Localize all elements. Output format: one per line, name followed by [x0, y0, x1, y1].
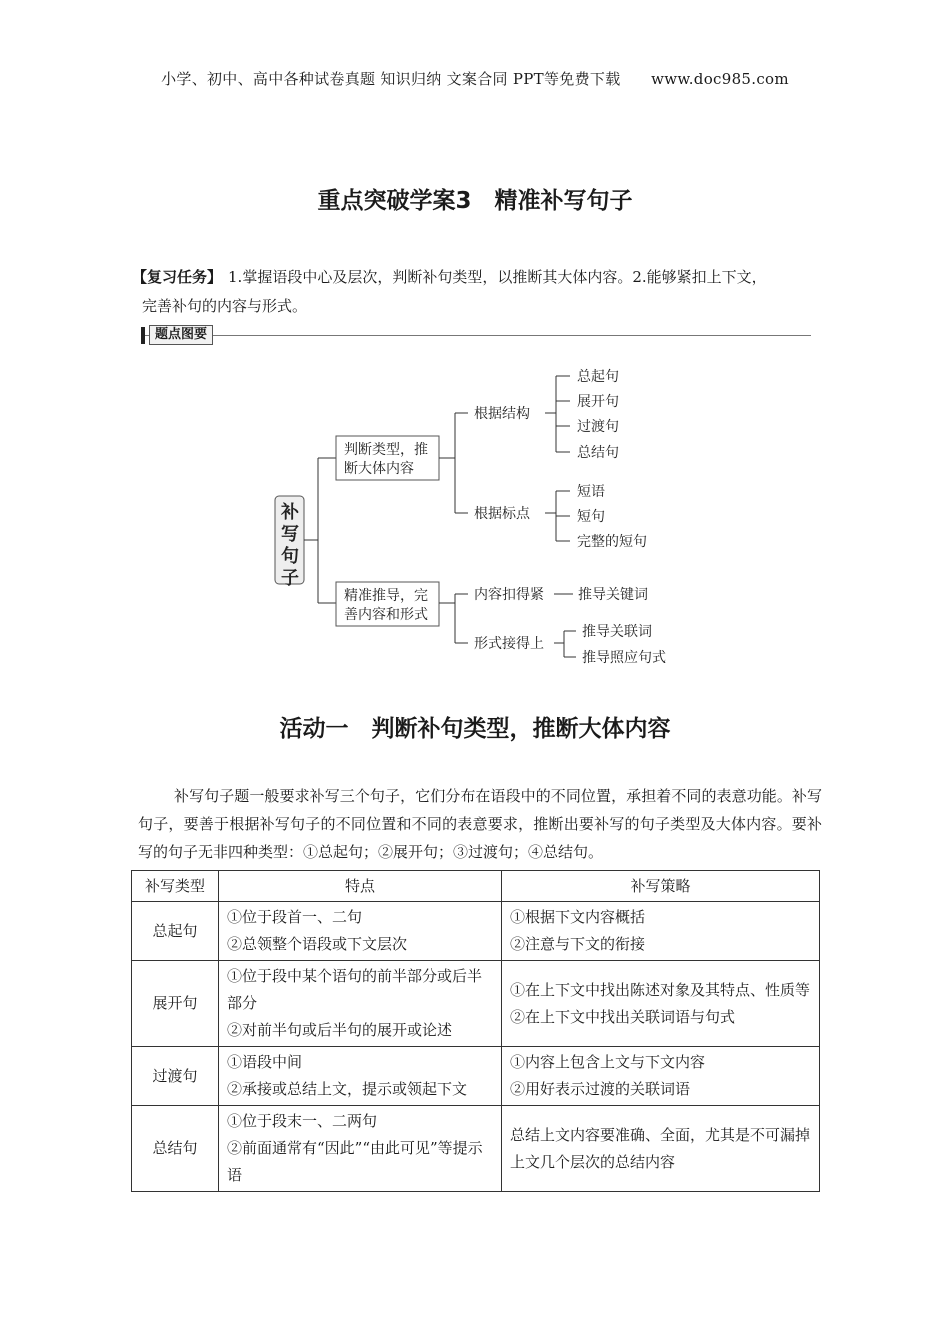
item-connectives: 推导关联词 — [582, 624, 652, 640]
strategy-line: ①内容上包含上文与下文内容 — [510, 1053, 706, 1071]
feature-line: ②总领整个语段或下文层次 — [227, 935, 408, 953]
activity-title: 活动一 判断补句类型，推断大体内容 — [279, 716, 671, 742]
strategy-table — [131, 870, 820, 1192]
section-mark — [141, 327, 145, 344]
item-short-sentence: 短句 — [577, 509, 605, 525]
cell-strategy — [502, 1047, 820, 1106]
strategy-line: ②注意与下文的衔接 — [510, 935, 646, 953]
branch2-line2: 善内容和形式 — [344, 607, 428, 623]
cell-strategy — [502, 1106, 820, 1192]
cell-features — [219, 902, 502, 961]
item-complete-sentence: 完整的短句 — [577, 534, 647, 550]
sub-structure: 根据结构 — [474, 406, 530, 422]
cell-features — [219, 1106, 502, 1192]
branch1-line2: 断大体内容 — [344, 461, 414, 477]
section-tag: 题点图要 — [149, 325, 213, 345]
review-task-line1: 1.掌握语段中心及层次，判断补句类型，以推断其大体内容。2.能够紧扣上下文， — [228, 268, 767, 286]
cell-type: 过渡句 — [132, 1047, 219, 1106]
section-bar — [141, 325, 811, 345]
review-task-line2: 完善补句的内容与形式。 — [142, 297, 308, 315]
strategy-line: ②在上下文中找出关联词语与句式 — [510, 1007, 736, 1026]
feature-line: ②前面通常有“因此”“由此可见”等提示语 — [227, 1139, 483, 1184]
strategy-line: ②用好表示过渡的关联词语 — [510, 1080, 691, 1098]
cell-strategy — [502, 961, 820, 1047]
root-char-3: 句 — [281, 546, 299, 567]
table-row — [132, 961, 820, 1047]
branch1-line1: 判断类型，推 — [344, 442, 428, 458]
header-type: 补写类型 — [132, 871, 219, 902]
mind-map — [260, 360, 700, 675]
strategy-line: ①根据下文内容概括 — [510, 908, 646, 926]
feature-line: ②承接或总结上文，提示或领起下文 — [227, 1080, 468, 1098]
branch2-line1: 精准推导，完 — [344, 588, 428, 604]
feature-line: ①语段中间 — [227, 1053, 303, 1071]
cell-type: 总起句 — [132, 902, 219, 961]
feature-line: ②对前半句或后半句的展开或论述 — [227, 1021, 453, 1039]
cell-type: 展开句 — [132, 961, 219, 1047]
feature-line: ①位于段中某个语句的前半部分或后半部分 — [227, 967, 483, 1012]
cell-features — [219, 1047, 502, 1106]
cell-strategy — [502, 902, 820, 961]
review-task — [132, 263, 828, 321]
root-char-4: 子 — [281, 568, 299, 589]
sub-punctuation: 根据标点 — [474, 506, 530, 522]
feature-line: ①位于段末一、二两句 — [227, 1112, 378, 1130]
page-header: 小学、初中、高中各种试卷真题 知识归纳 文案合同 PPT等免费下载 www.doc985.com — [161, 70, 789, 88]
table-row — [132, 1106, 820, 1192]
feature-line: ①位于段首一、二句 — [227, 908, 363, 926]
sub-content: 内容扣得紧 — [474, 587, 544, 603]
table-row — [132, 1047, 820, 1106]
root-char-1: 补 — [281, 502, 299, 523]
strategy-line: 总结上文内容要准确、全面，尤其是不可漏掉上文几个层次的总结内容 — [510, 1125, 811, 1171]
item-expansion: 展开句 — [577, 394, 619, 410]
header-strategy: 补写策略 — [502, 871, 820, 902]
item-parallel-patterns: 推导照应句式 — [582, 650, 666, 666]
section-rule — [141, 335, 811, 336]
strategy-line: ①在上下文中找出陈述对象及其特点、性质等 — [510, 980, 811, 999]
root-char-2: 写 — [281, 524, 299, 545]
cell-type: 总结句 — [132, 1106, 219, 1192]
item-transition: 过渡句 — [577, 419, 619, 435]
table-header-row — [132, 871, 820, 902]
intro-paragraph: 补写句子题一般要求补写三个句子，它们分布在语段中的不同位置，承担着不同的表意功能。补写句子，要善于根据补写句子的不同位置和不同的表意要求，推断出要补写的句子类型及大体内容。要补写的句子无非四种类型：①总起句；②展开句；③过渡句；④总结句。 — [138, 787, 822, 861]
sub-form: 形式接得上 — [474, 636, 544, 652]
page-title: 重点突破学案3 精准补写句子 — [317, 188, 633, 214]
header-features: 特点 — [219, 871, 502, 902]
table-row — [132, 902, 820, 961]
item-keywords: 推导关键词 — [578, 587, 648, 603]
item-conclusion: 总结句 — [577, 445, 619, 461]
cell-features — [219, 961, 502, 1047]
review-task-label: 【复习任务】 — [132, 268, 223, 286]
item-phrase: 短语 — [577, 484, 605, 500]
item-opening: 总起句 — [577, 369, 619, 385]
